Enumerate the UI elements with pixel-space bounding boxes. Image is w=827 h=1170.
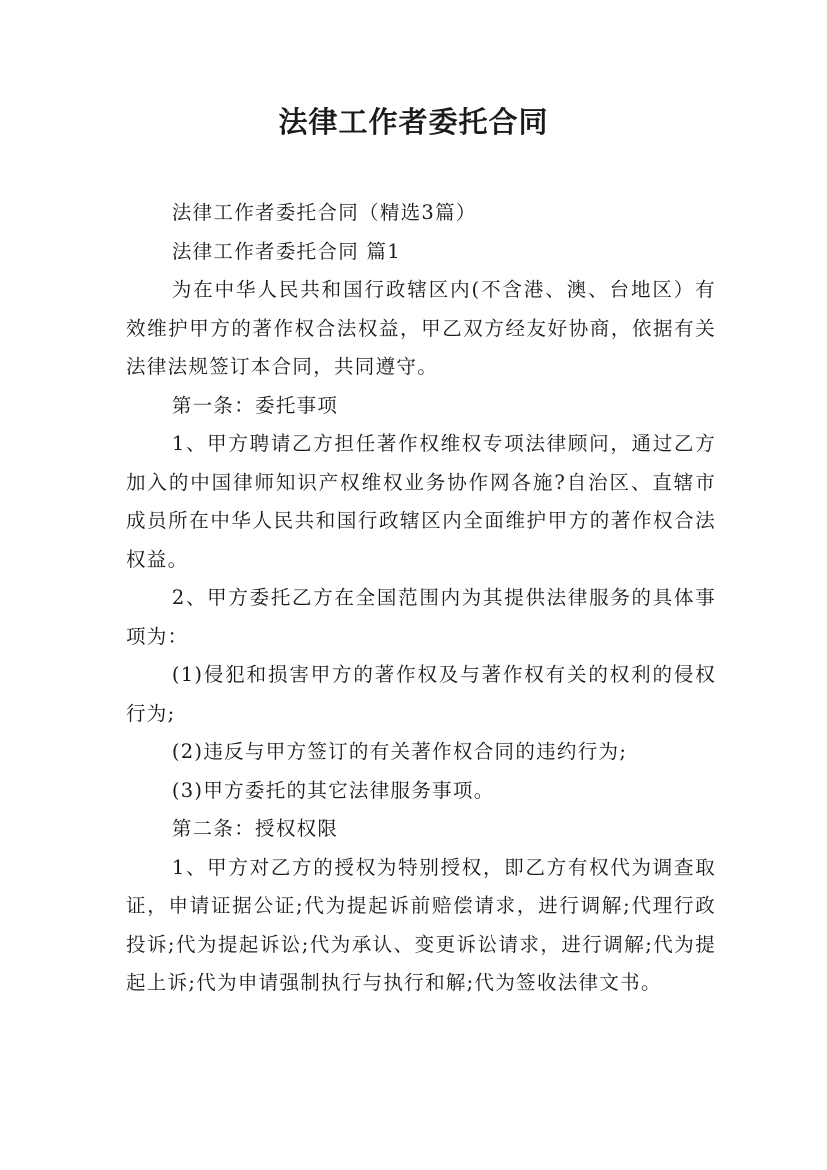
paragraph-subtitle: 法律工作者委托合同（精选3篇）	[171, 201, 477, 224]
article-heading-2: 第二条：授权权限	[171, 817, 339, 840]
paragraph-subitem-1: (1)侵犯和损害甲方的著作权及与著作权有关的权利的侵权行为;	[126, 663, 716, 725]
paragraph-subitem-3: (3)甲方委托的其它法律服务事项。	[171, 778, 495, 802]
paragraph-article-1-item-1: 1、甲方聘请乙方担任著作权维权专项法律顾问，通过乙方加入的中国律师知识产权维权业务协作网各施?自治区、直辖市成员所在中华人民共和国行政辖区内全面维护甲方的著作权合法权益。	[126, 432, 716, 571]
paragraph-section-heading: 法律工作者委托合同 篇1	[171, 239, 402, 263]
paragraph-article-2-item-1: 1、甲方对乙方的授权为特别授权，即乙方有权代为调查取证，申请证据公证;代为提起诉前赔偿请求，进行调解;代理行政投诉;代为提起诉讼;代为承认、变更诉讼请求，进行调解;代为提起上诉;代为申请强制执行与执行和解;代为签收法律文书。	[126, 855, 716, 994]
document-body	[126, 194, 716, 1003]
document-title: 法律工作者委托合同	[278, 105, 549, 139]
paragraph-preamble: 为在中华人民共和国行政辖区内(不含港、澳、台地区）有效维护甲方的著作权合法权益，甲乙双方经友好协商，依据有关法律法规签订本合同，共同遵守。	[126, 278, 716, 378]
paragraph-article-1-item-2: 2、甲方委托乙方在全国范围内为其提供法律服务的具体事项为：	[126, 586, 716, 648]
paragraph-subitem-2: (2)违反与甲方签订的有关著作权合同的违约行为;	[171, 740, 628, 763]
article-heading-1: 第一条：委托事项	[171, 393, 339, 417]
